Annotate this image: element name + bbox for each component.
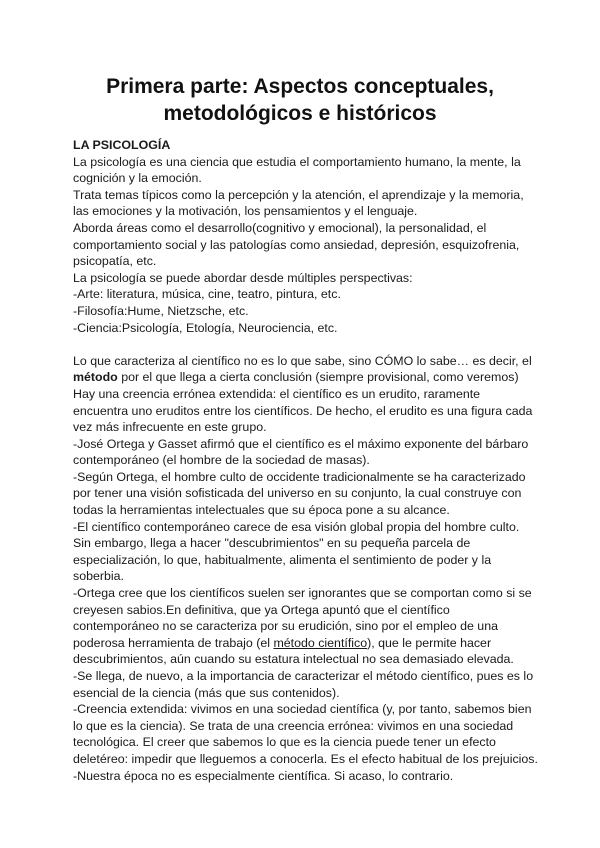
text-line: -Filosofía:Hume, Nietzsche, etc. <box>73 303 249 318</box>
text-line: soberbia. <box>73 569 124 584</box>
text-line: encuentra uno eruditos entre los científicos. De hecho, el erudito es una figura cada <box>73 403 533 418</box>
section-heading: LA PSICOLOGÍA <box>73 138 171 152</box>
text-line: por tener una visión sofisticada del universo en su conjunto, la cual construye con <box>73 486 522 501</box>
text-line: -Arte: literatura, música, cine, teatro, pintura, etc. <box>73 287 341 302</box>
text-span: ), que le permite hacer <box>367 635 492 650</box>
paragraph-method <box>73 353 538 784</box>
text-line: descubrimientos, aún cuando su estatura intelectual no sea demasiado elevada. <box>73 652 514 667</box>
text-line: cognición y la emoción. <box>73 171 202 186</box>
text-line: -Se llega, de nuevo, a la importancia de caracterizar el método científico, pues es lo <box>73 669 534 683</box>
text-line: -Ciencia:Psicología, Etología, Neurociencia, etc. <box>73 320 338 335</box>
text-line: especialización, lo que, habitualmente, alimenta el sentimiento de poder y la <box>73 552 492 567</box>
text-line: Abordа áreas como el desarrollo(cognitivo y emocional), la personalidad, el <box>73 220 487 235</box>
text-line: Sin embargo, llega a hacer "descubrimientos" en su pequeña parcela de <box>73 536 471 551</box>
text-line: comportamiento social y las patologías como ansiedad, depresión, esquizofrenia, <box>73 237 520 252</box>
text-line: contemporáneo (el hombre de la sociedad de masas). <box>73 453 370 468</box>
text-line: -Ortega cree que los científicos suelen ser ignorantes que se comportan como si se <box>73 586 532 601</box>
text-line: las emociones y la motivación, los pensamientos y el lenguaje. <box>73 204 418 219</box>
paragraph-spacer <box>73 336 533 353</box>
title-line-2: metodológicos e históricos <box>163 102 437 125</box>
text-line: -Nuestra época no es especialmente científica. Si acaso, lo contrario. <box>73 768 454 783</box>
text-line <box>73 635 533 652</box>
text-line: Hay una creencia errónea extendida: el científico es un erudito, raramente <box>73 386 481 401</box>
text-line: todas la herramientas intelectuales que su época pone a su alcance. <box>73 503 450 518</box>
text-line: deletéreo: impedir que lleguemos a conocerla. Es el efecto habitual de los prejuicios. <box>73 751 538 766</box>
text-line: lo que es la ciencia). Se trata de una creencia errónea: vivimos en una sociedad <box>73 718 514 733</box>
text-line: -El científico contemporáneo carece de esa visión global propia del hombre culto. <box>73 519 520 534</box>
bold-term: método <box>73 370 118 385</box>
text-span: poderosa herramienta de trabajo (el <box>73 635 274 650</box>
text-line: La psicología es una ciencia que estudia el comportamiento humano, la mente, la <box>73 154 521 169</box>
text-line: Trata temas típicos como la percepción y la atención, el aprendizaje y la memoria, <box>73 187 524 202</box>
text-line: La psicología se puede abordar desde múltiples perspectivas: <box>73 270 413 285</box>
text-line: creyesen sabios.En definitiva, que ya Ortega apuntó que el científico <box>73 602 450 617</box>
document-body <box>73 137 538 784</box>
text-line: esencial de la ciencia (más que sus contenidos). <box>73 685 340 700</box>
text-span: por el que llega a cierta conclusión (siempre provisional, como veremos) <box>117 370 519 385</box>
text-line: contemporáneo no se caracteriza por su erudición, sino por el empleo de una <box>73 619 498 634</box>
paragraph-intro <box>73 154 533 337</box>
text-line: vez más infrecuente en este grupo. <box>73 420 267 435</box>
text-line: Lo que caracteriza al científico no es lo que sabe, sino CÓMO lo sabe… es decir, el <box>73 353 532 368</box>
title-line-1: Primera parte: Aspectos conceptuales, <box>106 75 494 98</box>
text-line <box>73 369 533 386</box>
text-line: -Según Ortega, el hombre culto de occidente tradicionalmente se ha caracterizado <box>73 469 526 484</box>
text-line: -Creencia extendida: vivimos en una sociedad científica (y, por tanto, sabemos bien <box>73 702 532 717</box>
text-line: -José Ortega y Gasset afirmó que el científico es el máximo exponente del bárbaro <box>73 436 529 451</box>
document-title <box>40 73 560 127</box>
text-line: tecnológica. El creer que sabemos lo que es la ciencia puede tener un efecto <box>73 735 496 750</box>
underlined-term: método científico <box>273 635 368 650</box>
text-line: psicopatía, etc. <box>73 254 157 269</box>
